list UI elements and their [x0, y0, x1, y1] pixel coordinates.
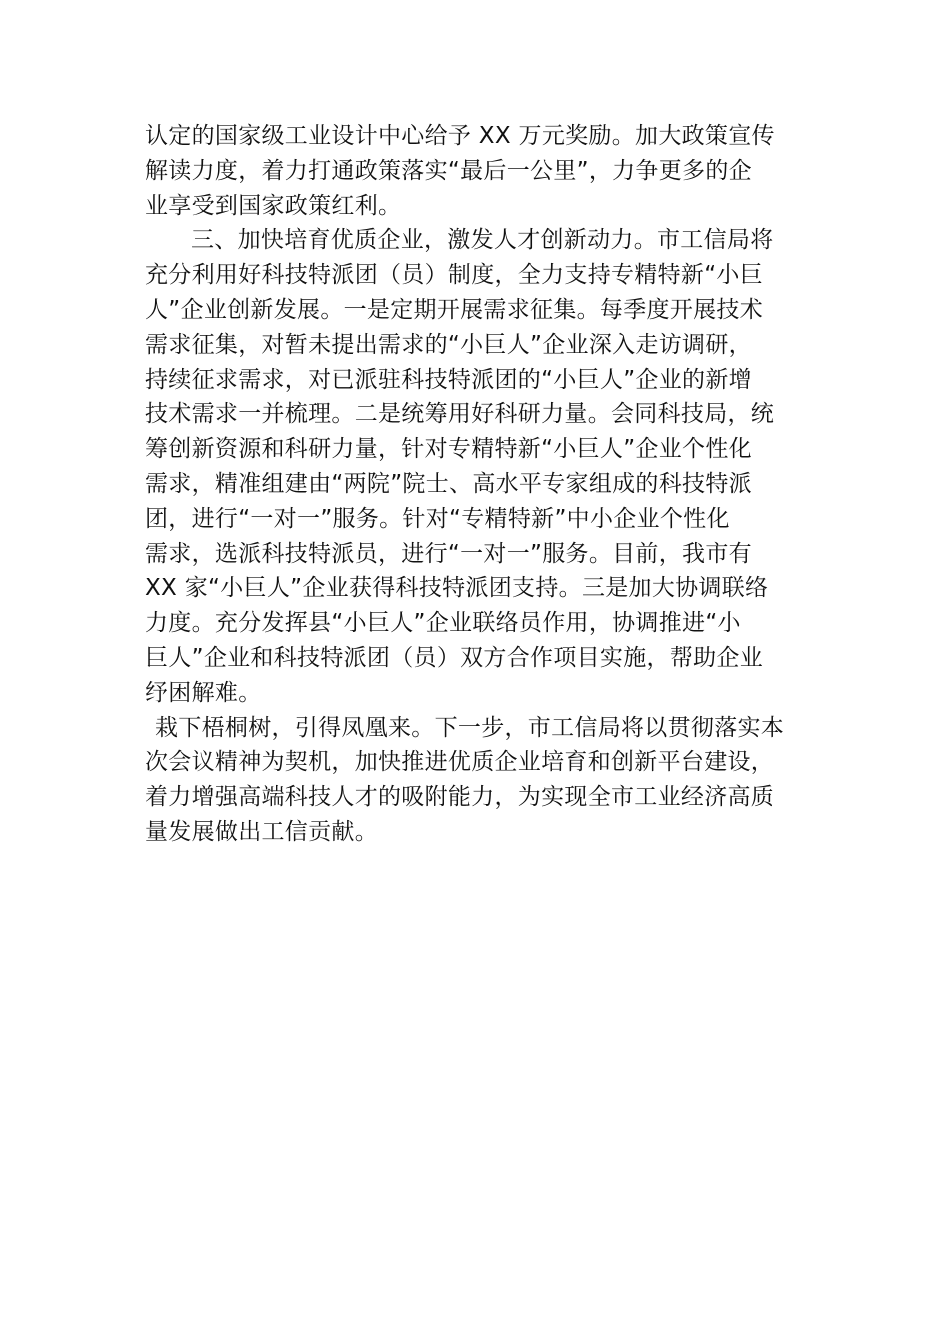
text-line: 纾困解难。: [145, 679, 262, 706]
text-line: 着力增强高端科技人才的吸附能力，为实现全市工业经济高质: [145, 784, 775, 811]
text-line: 团，进行“一对一”服务。针对“专精特新”中小企业个性化: [145, 505, 730, 532]
text-line: 认定的国家级工业设计中心给予 XX 万元奖励。加大政策宣传: [145, 123, 775, 149]
text-line: 人”企业创新发展。一是定期开展需求征集。每季度开展技术: [145, 296, 764, 323]
text-line: 持续征求需求，对已派驻科技特派团的“小巨人”企业的新增: [145, 366, 752, 393]
text-line: XX 家“小巨人”企业获得科技特派团支持。三是加大协调联络: [145, 575, 769, 602]
text-line: 充分利用好科技特派团（员）制度，全力支持专精特新“小巨: [145, 262, 764, 289]
section-heading-line: 三、加快培育优质企业，激发人才创新动力。市工信局将: [191, 227, 774, 254]
text-line: 需求征集，对暂未提出需求的“小巨人”企业深入走访调研，: [145, 331, 752, 358]
text-line: 量发展做出工信贡献。: [145, 818, 378, 845]
text-line: 次会议精神为契机，加快推进优质企业培育和创新平台建设，: [145, 749, 775, 776]
body-text: [145, 119, 810, 850]
text-line: 技术需求一并梳理。二是统筹用好科研力量。会同科技局，统: [145, 401, 775, 428]
text-line: 需求，精准组建由“两院”院士、高水平专家组成的科技特派: [145, 470, 752, 497]
text-line: 解读力度，着力打通政策落实“最后一公里”，力争更多的企: [145, 157, 752, 184]
text-line: 巨人”企业和科技特派团（员）双方合作项目实施，帮助企业: [145, 644, 764, 671]
text-line: 力度。充分发挥县“小巨人”企业联络员作用，协调推进“小: [145, 610, 741, 637]
text-line: 需求，选派科技特派员，进行“一对一”服务。目前，我市有: [145, 540, 752, 567]
text-line: 业享受到国家政策红利。: [145, 192, 402, 219]
text-line: 筹创新资源和科研力量，针对专精特新“小巨人”企业个性化: [145, 436, 752, 463]
paragraph-start-line: 栽下梧桐树，引得凤凰来。下一步，市工信局将以贯彻落实本: [155, 714, 785, 741]
